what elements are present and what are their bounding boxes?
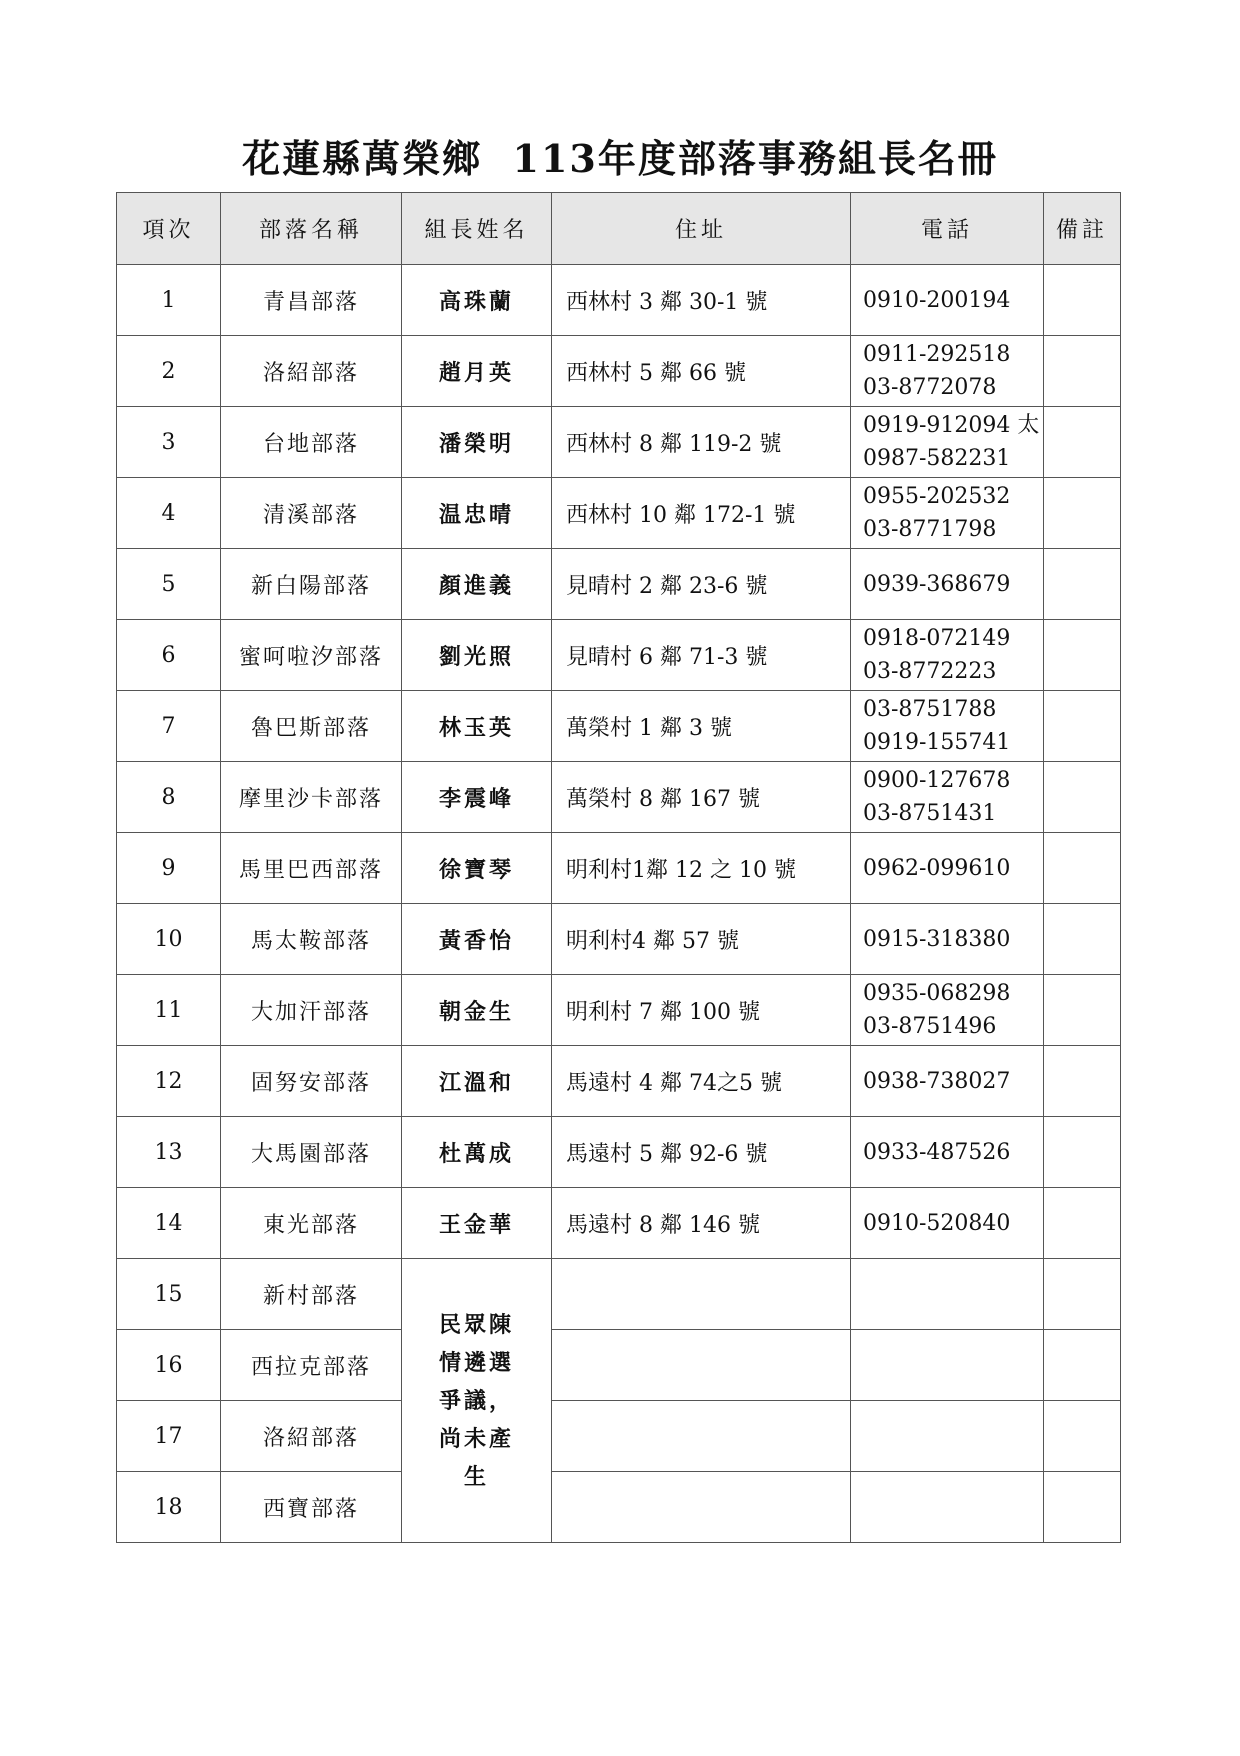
row-index: 11	[117, 975, 221, 1046]
document-title: 花蓮縣萬榮鄉 113年度部落事務組長名冊	[242, 136, 998, 181]
row-index: 12	[117, 1046, 221, 1117]
row-index: 5	[117, 549, 221, 620]
row-index: 16	[117, 1330, 221, 1401]
remarks-cell	[1044, 833, 1121, 904]
address	[552, 1401, 851, 1472]
phone-cell	[851, 833, 1044, 904]
header-phone: 電話	[851, 193, 1044, 265]
tribe-name: 蜜呵啦汐部落	[221, 620, 402, 691]
phone-primary: 0919-912094 太	[863, 413, 1040, 438]
address: 明利村 7 鄰 100 號	[552, 975, 851, 1046]
phone-primary: 0935-068298	[863, 981, 1011, 1006]
address: 西林村 3 鄰 30-1 號	[552, 265, 851, 336]
address	[552, 1259, 851, 1330]
table-row	[117, 336, 1121, 407]
row-index: 1	[117, 265, 221, 336]
phone-primary: 03-8751788	[863, 697, 997, 722]
remarks-cell	[1044, 1330, 1121, 1401]
table-row	[117, 407, 1121, 478]
leader-name: 趙月英	[402, 336, 552, 407]
remarks-cell	[1044, 691, 1121, 762]
phone-secondary: 03-8751431	[863, 801, 997, 826]
leader-name: 李震峰	[402, 762, 552, 833]
phone-secondary: 03-8772078	[863, 375, 997, 400]
address	[552, 1330, 851, 1401]
header-remarks: 備註	[1044, 193, 1121, 265]
phone-cell	[851, 1330, 1044, 1401]
remarks-cell	[1044, 1472, 1121, 1543]
phone-cell	[851, 1188, 1044, 1259]
leader-name: 高珠蘭	[402, 265, 552, 336]
table-row	[117, 1472, 1121, 1543]
phone-cell	[851, 407, 1044, 478]
phone-cell	[851, 1117, 1044, 1188]
remarks-cell	[1044, 762, 1121, 833]
table-row	[117, 549, 1121, 620]
tribe-name: 新白陽部落	[221, 549, 402, 620]
leader-name: 温忠晴	[402, 478, 552, 549]
remarks-cell	[1044, 407, 1121, 478]
address: 見晴村 6 鄰 71-3 號	[552, 620, 851, 691]
remarks-cell	[1044, 1259, 1121, 1330]
leader-name: 王金華	[402, 1188, 552, 1259]
phone-primary: 0918-072149	[863, 626, 1011, 651]
address: 西林村 5 鄰 66 號	[552, 336, 851, 407]
remarks-cell	[1044, 620, 1121, 691]
tribe-name: 馬里巴西部落	[221, 833, 402, 904]
tribe-name: 西拉克部落	[221, 1330, 402, 1401]
phone-primary: 0933-487526	[863, 1139, 1011, 1165]
phone-cell	[851, 336, 1044, 407]
leader-name: 黃香怡	[402, 904, 552, 975]
header-leader: 組長姓名	[402, 193, 552, 265]
address: 西林村 10 鄰 172-1 號	[552, 478, 851, 549]
leader-name: 朝金生	[402, 975, 552, 1046]
phone-primary: 0915-318380	[863, 926, 1011, 952]
tribe-name: 洛紹部落	[221, 336, 402, 407]
address: 馬遠村 5 鄰 92-6 號	[552, 1117, 851, 1188]
phone-primary: 0939-368679	[863, 571, 1011, 597]
phone-cell	[851, 1472, 1044, 1543]
phone-primary: 0962-099610	[863, 855, 1011, 881]
table-row	[117, 1259, 1121, 1330]
phone-secondary: 0987-582231	[863, 446, 1011, 471]
leader-name: 顏進義	[402, 549, 552, 620]
header-row	[117, 193, 1121, 265]
table-row	[117, 620, 1121, 691]
tribe-name: 青昌部落	[221, 265, 402, 336]
table-row	[117, 762, 1121, 833]
pending-leader-note: 民眾陳情遴選爭議，尚未產生	[402, 1259, 552, 1543]
tribe-name: 摩里沙卡部落	[221, 762, 402, 833]
leader-name: 劉光照	[402, 620, 552, 691]
table-row	[117, 478, 1121, 549]
address: 萬榮村 8 鄰 167 號	[552, 762, 851, 833]
tribe-name: 大加汗部落	[221, 975, 402, 1046]
phone-cell	[851, 1259, 1044, 1330]
tribe-name: 馬太鞍部落	[221, 904, 402, 975]
tribe-name: 東光部落	[221, 1188, 402, 1259]
table-row	[117, 265, 1121, 336]
remarks-cell	[1044, 336, 1121, 407]
address: 馬遠村 4 鄰 74之5 號	[552, 1046, 851, 1117]
tribe-name: 大馬園部落	[221, 1117, 402, 1188]
remarks-cell	[1044, 478, 1121, 549]
row-index: 14	[117, 1188, 221, 1259]
phone-primary: 0955-202532	[863, 484, 1011, 509]
table-row	[117, 691, 1121, 762]
table-row	[117, 904, 1121, 975]
phone-cell	[851, 478, 1044, 549]
phone-cell	[851, 1401, 1044, 1472]
phone-secondary: 03-8751496	[863, 1014, 997, 1039]
leader-name: 潘榮明	[402, 407, 552, 478]
tribe-name: 清溪部落	[221, 478, 402, 549]
row-index: 6	[117, 620, 221, 691]
table-body	[117, 265, 1121, 1543]
address: 見晴村 2 鄰 23-6 號	[552, 549, 851, 620]
leader-name: 杜萬成	[402, 1117, 552, 1188]
header-address: 住址	[552, 193, 851, 265]
table-row	[117, 975, 1121, 1046]
address: 明利村1鄰 12 之 10 號	[552, 833, 851, 904]
phone-primary: 0910-200194	[863, 287, 1011, 313]
roster-table	[116, 192, 1121, 1543]
phone-primary: 0900-127678	[863, 768, 1011, 793]
address: 萬榮村 1 鄰 3 號	[552, 691, 851, 762]
row-index: 17	[117, 1401, 221, 1472]
row-index: 7	[117, 691, 221, 762]
phone-cell	[851, 762, 1044, 833]
tribe-name: 洛紹部落	[221, 1401, 402, 1472]
phone-cell	[851, 904, 1044, 975]
remarks-cell	[1044, 975, 1121, 1046]
table-row	[117, 1330, 1121, 1401]
address	[552, 1472, 851, 1543]
phone-cell	[851, 620, 1044, 691]
tribe-name: 新村部落	[221, 1259, 402, 1330]
address: 明利村4 鄰 57 號	[552, 904, 851, 975]
table-row	[117, 833, 1121, 904]
remarks-cell	[1044, 1188, 1121, 1259]
row-index: 9	[117, 833, 221, 904]
address: 西林村 8 鄰 119-2 號	[552, 407, 851, 478]
row-index: 2	[117, 336, 221, 407]
tribe-name: 固努安部落	[221, 1046, 402, 1117]
table-row	[117, 1188, 1121, 1259]
phone-cell	[851, 549, 1044, 620]
remarks-cell	[1044, 904, 1121, 975]
phone-primary: 0910-520840	[863, 1210, 1011, 1236]
remarks-cell	[1044, 1046, 1121, 1117]
phone-primary: 0938-738027	[863, 1068, 1011, 1094]
header-tribe: 部落名稱	[221, 193, 402, 265]
leader-name: 江溫和	[402, 1046, 552, 1117]
remarks-cell	[1044, 265, 1121, 336]
tribe-name: 西寶部落	[221, 1472, 402, 1543]
phone-cell	[851, 975, 1044, 1046]
phone-secondary: 03-8771798	[863, 517, 997, 542]
phone-secondary: 03-8772223	[863, 659, 997, 684]
leader-name: 徐寶琴	[402, 833, 552, 904]
row-index: 15	[117, 1259, 221, 1330]
row-index: 10	[117, 904, 221, 975]
table-row	[117, 1117, 1121, 1188]
phone-primary: 0911-292518	[863, 342, 1011, 367]
row-index: 8	[117, 762, 221, 833]
address: 馬遠村 8 鄰 146 號	[552, 1188, 851, 1259]
table-row	[117, 1046, 1121, 1117]
row-index: 3	[117, 407, 221, 478]
table-row	[117, 1401, 1121, 1472]
row-index: 4	[117, 478, 221, 549]
phone-secondary: 0919-155741	[863, 730, 1011, 755]
phone-cell	[851, 1046, 1044, 1117]
leader-name: 林玉英	[402, 691, 552, 762]
remarks-cell	[1044, 1401, 1121, 1472]
remarks-cell	[1044, 1117, 1121, 1188]
phone-cell	[851, 265, 1044, 336]
row-index: 18	[117, 1472, 221, 1543]
tribe-name: 台地部落	[221, 407, 402, 478]
tribe-name: 魯巴斯部落	[221, 691, 402, 762]
phone-cell	[851, 691, 1044, 762]
row-index: 13	[117, 1117, 221, 1188]
remarks-cell	[1044, 549, 1121, 620]
header-index: 項次	[117, 193, 221, 265]
